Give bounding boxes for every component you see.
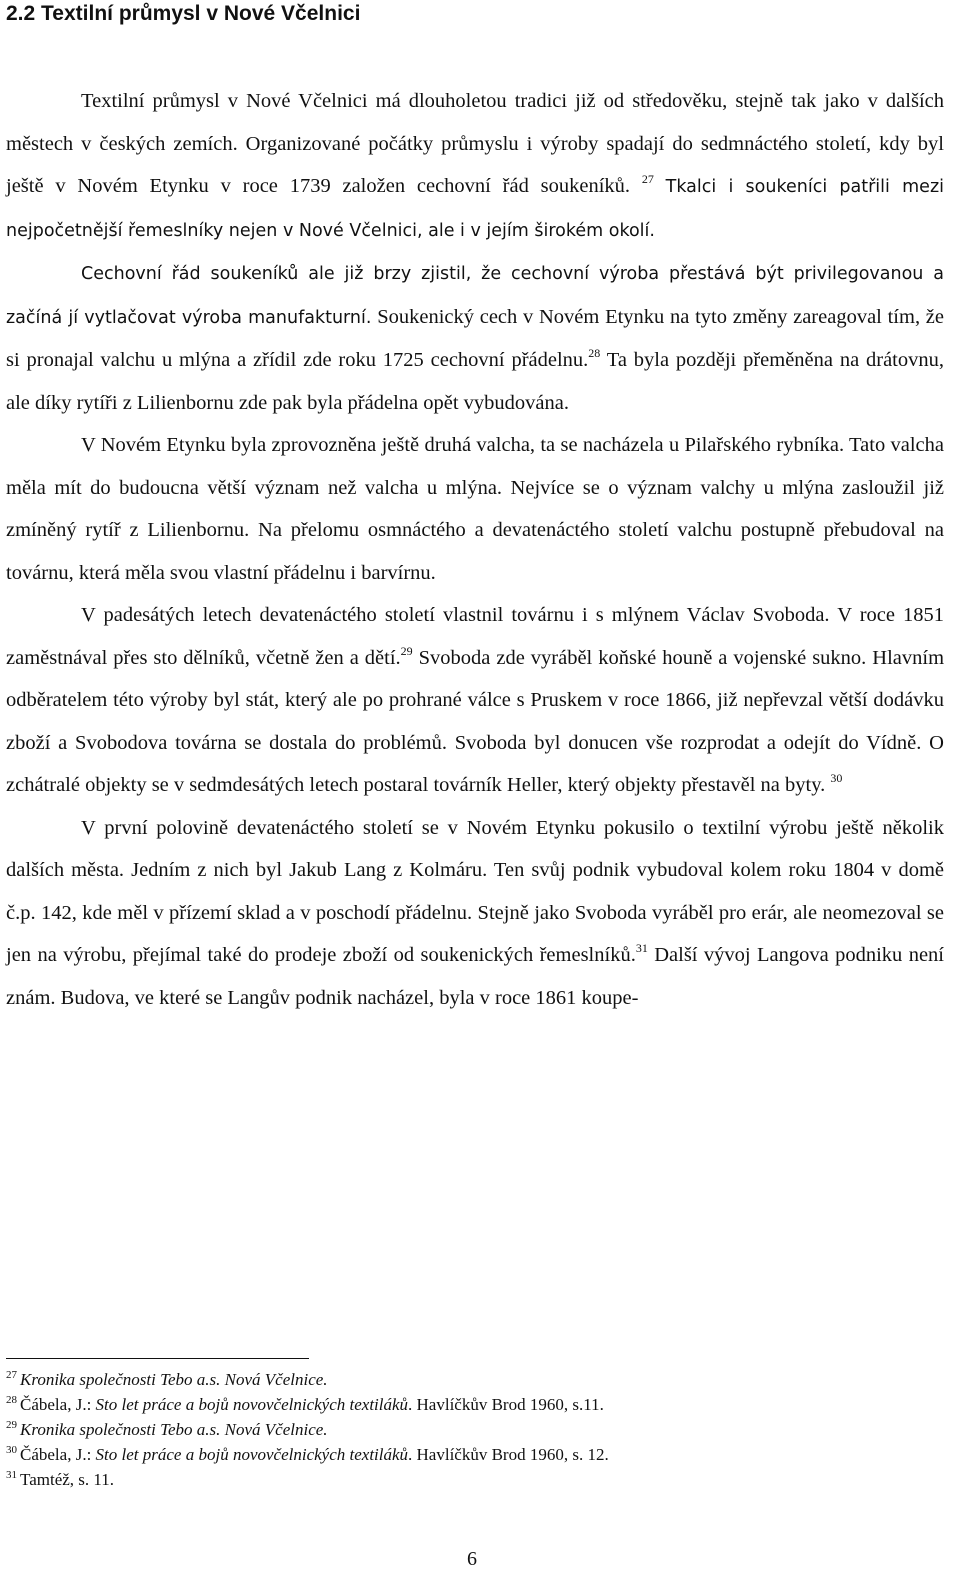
paragraph-text: V padesátých letech devatenáctého století vlastnil továrnu i s mlýnem Václav Svoboda. V roce 1851 zaměstnával přes sto dělníků, včetně žen a dětí.: [6, 604, 944, 669]
section-heading: 2.2 Textilní průmysl v Nové Včelnici: [6, 2, 361, 25]
paragraph-text: V první polovině devatenáctého století se v Novém Etynku pokusilo o textilní výrobu ještě několik dalších města. Jedním z nich byl Jakub Lang z Kolmáru. Ten svůj podnik vybudoval kolem roku 1804 v domě č.p. 142, kde měl v přízemí sklad a v poschodí přádelnu. Stejně jako Svoboda vyráběl pro erár, ale neomezoval se jen na výrobu, přejímal také do prodeje zboží od soukenických řemeslníků.: [6, 816, 944, 966]
paragraph-3: V Novém Etynku byla zprovozněna ještě druhá valcha, ta se nacházela u Pilařského rybníka. Tato valcha měla mít do budoucna větší význam než valcha u mlýna. Nejvíce se o význam valchy u mlýna zasloužil již zmíněný rytíř z Lilienbornu. Na přelomu osmnáctého a devatenáctého století valchu postupně přebudoval na továrnu, která měla svou vlastní přádelnu i barvírnu.: [6, 434, 944, 584]
footnote-ref-29[interactable]: 29: [400, 643, 413, 658]
footnote-number: 30: [6, 1444, 17, 1456]
footnote-title: Kronika společnosti Tebo a.s. Nová Včelnice.: [20, 1420, 328, 1439]
footnote-29: [6, 1417, 906, 1442]
footnote-ref-28[interactable]: 28: [588, 346, 601, 360]
footnote-ref-31[interactable]: 31: [635, 941, 648, 955]
paragraph-2: [6, 252, 944, 424]
footnote-author: Čábela, J.:: [20, 1395, 96, 1414]
paragraph-5: [6, 807, 944, 1020]
paragraph-text: Cechovní řád soukeníků ale již brzy zjistil, že cechovní výroba přestává být privilegovanou a začíná jí vytlačovat výroba manufakturní.: [6, 264, 944, 328]
footnote-title: Sto let práce a bojů novovčelnických textiláků: [95, 1445, 409, 1464]
paragraph-text: Tkalci i soukeníci patřili mezi nejpočetnější řemeslníky nejen v Nové Včelnici, ale i v jejím širokém okolí.: [6, 177, 944, 241]
footnote-27: [6, 1367, 906, 1392]
footnote-31: [6, 1467, 906, 1492]
footnote-number: 29: [6, 1419, 17, 1431]
footnote-title: Sto let práce a bojů novovčelnických textiláků: [95, 1395, 409, 1414]
footnote-number: 27: [6, 1369, 17, 1381]
footnote-title: Kronika společnosti Tebo a.s. Nová Včelnice.: [20, 1370, 328, 1389]
footnote-30: [6, 1442, 906, 1467]
paragraph-4: [6, 594, 944, 807]
body-text: [6, 80, 944, 1019]
footnote-28: [6, 1392, 906, 1417]
paragraph-text: Svoboda zde vyráběl koňské houně a vojenské sukno. Hlavním odběratelem této výroby byl stát, který ale po prohrané válce s Pruskem v roce 1866, již nepřevzal větší dodávku zboží a Svobodova továrna se dostala do problémů. Svoboda byl donucen vše rozprodat a odejít do Vídně. O zchátralé objekty se v sedmdesátých letech postaral továrník Heller, který objekty přestavěl na byty.: [6, 646, 945, 796]
page-number: 6: [467, 1548, 477, 1570]
paragraph-text: Textilní průmysl v Nové Včelnici má dlouholetou tradici již od středověku, stejně tak jako v dalších městech v českých zemích. Organizované počátky průmyslu i výroby spadají do sedmnáctého století, kdy byl ještě v Novém Etynku v roce 1739 založen cechovní řád soukeníků.: [6, 90, 944, 197]
footnote-rest: . Havlíčkův Brod 1960, s.11.: [408, 1395, 604, 1414]
footnote-ref-27[interactable]: 27: [641, 172, 654, 186]
footnote-author: Tamtéž, s. 11.: [20, 1470, 115, 1489]
paragraph-text: Další vývoj Langova podniku není znám. Budova, ve které se Langův podnik nacházel, byla v roce 1861 koupe-: [6, 944, 945, 1009]
footnotes: [6, 1367, 906, 1492]
footnote-ref-30[interactable]: 30: [830, 771, 843, 785]
footnote-number: 31: [6, 1469, 17, 1481]
footnote-number: 28: [6, 1394, 17, 1406]
paragraph-1: [6, 80, 944, 252]
paragraph-text: Ta byla později přeměněna na drátovnu, ale díky rytíři z Lilienbornu zde pak byla přádelna opět vybudována.: [6, 349, 944, 414]
footnote-separator: [6, 1358, 309, 1359]
footnote-rest: . Havlíčkův Brod 1960, s. 12.: [408, 1445, 609, 1464]
paragraph-text: Soukenický cech v Novém Etynku na tyto změny zareagoval tím, že si pronajal valchu u mlýna a zřídil zde roku 1725 cechovní přádelnu.: [6, 305, 944, 371]
footnote-author: Čábela, J.:: [20, 1445, 96, 1464]
